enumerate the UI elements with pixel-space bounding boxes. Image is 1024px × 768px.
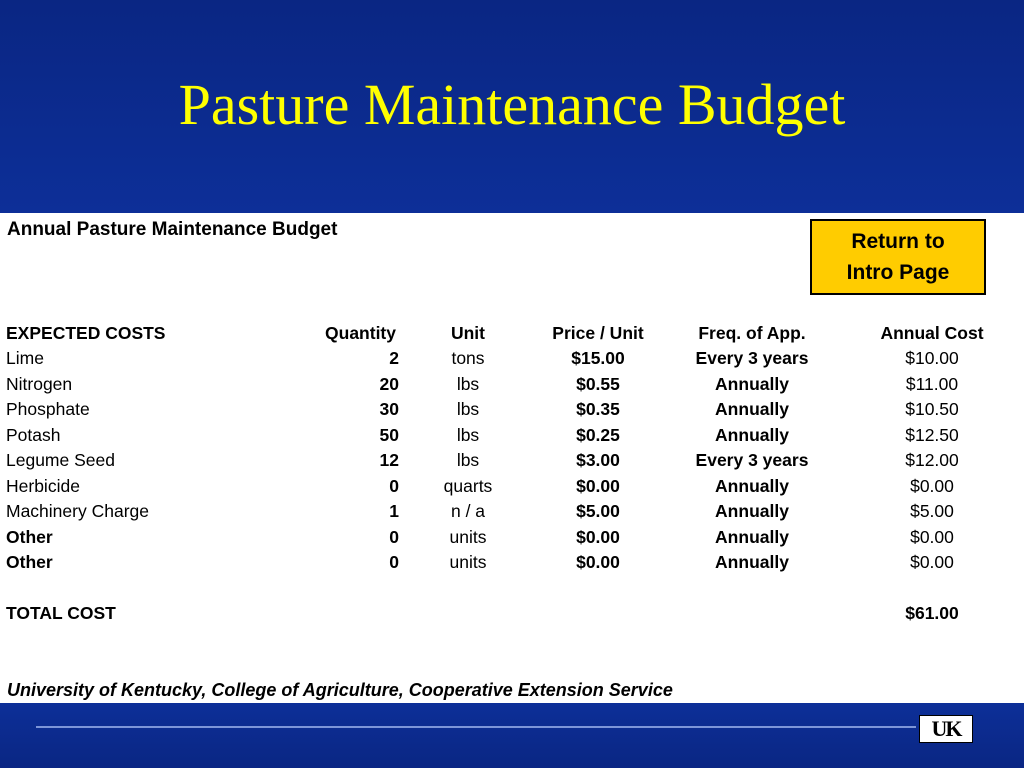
frequency-cell: Annually: [715, 526, 789, 547]
price-per-unit-cell: $0.55: [576, 373, 620, 394]
annual-cost-cell: $10.00: [905, 348, 959, 368]
total-cost: $61.00: [905, 603, 959, 623]
table-row: [0, 423, 1024, 447]
header-annual-cost: Annual Cost: [880, 323, 984, 343]
unit-cell: quarts: [443, 475, 493, 496]
frequency-cell: Annually: [715, 373, 789, 394]
unit-cell: n / a: [450, 501, 486, 521]
header-price: Price / Unit: [552, 323, 644, 343]
quantity-cell: 30: [379, 399, 399, 419]
unit-cell: units: [449, 526, 487, 547]
price-per-unit-cell: $0.25: [576, 424, 620, 445]
footer-credit: University of Kentucky, College of Agriculture, Cooperative Extension Service: [7, 680, 673, 700]
annual-cost-cell: $0.00: [910, 526, 954, 547]
frequency-cell: Every 3 years: [695, 450, 809, 470]
unit-cell: units: [449, 552, 487, 572]
price-per-unit-cell: $0.00: [576, 552, 620, 572]
slide-title: Pasture Maintenance Budget: [178, 72, 846, 137]
table-header-row: [0, 321, 1024, 345]
table-row: [0, 346, 1024, 370]
header-freq: Freq. of App.: [698, 323, 806, 343]
header-expected-costs: EXPECTED COSTS: [6, 323, 166, 343]
annual-cost-cell: $0.00: [910, 552, 954, 572]
frequency-cell: Every 3 years: [695, 348, 809, 368]
item-name-cell: Machinery Charge: [6, 501, 149, 521]
frequency-cell: Annually: [715, 399, 789, 419]
sheet-title: Annual Pasture Maintenance Budget: [7, 219, 338, 240]
return-to-intro-button[interactable]: [810, 219, 986, 295]
quantity-cell: 1: [389, 501, 399, 521]
title-banner: [0, 0, 1024, 213]
table-row: [0, 525, 1024, 549]
table-row: [0, 474, 1024, 498]
unit-cell: lbs: [456, 424, 480, 445]
unit-cell: lbs: [456, 373, 480, 394]
quantity-cell: 20: [379, 373, 399, 394]
header-unit: Unit: [450, 323, 486, 343]
table-row: [0, 397, 1024, 421]
annual-cost-cell: $10.50: [905, 399, 959, 419]
quantity-cell: 50: [379, 424, 399, 445]
bottom-bar: [0, 703, 1024, 768]
table-row: [0, 550, 1024, 574]
quantity-cell: 0: [389, 552, 399, 572]
price-per-unit-cell: $3.00: [576, 450, 620, 470]
price-per-unit-cell: $0.35: [576, 399, 620, 419]
table-row: [0, 372, 1024, 396]
uk-logo: [919, 715, 973, 743]
annual-cost-cell: $5.00: [910, 501, 954, 521]
price-per-unit-cell: $5.00: [576, 501, 620, 521]
item-name-cell: Other: [6, 552, 53, 572]
annual-cost-cell: $11.00: [905, 373, 959, 394]
frequency-cell: Annually: [715, 424, 789, 445]
frequency-cell: Annually: [715, 475, 789, 496]
item-name-cell: Legume Seed: [6, 450, 115, 470]
unit-cell: lbs: [456, 399, 480, 419]
quantity-cell: 0: [389, 526, 399, 547]
quantity-cell: 0: [389, 475, 399, 496]
price-per-unit-cell: $0.00: [576, 526, 620, 547]
item-name-cell: Nitrogen: [6, 373, 73, 394]
annual-cost-cell: $0.00: [910, 475, 954, 496]
frequency-cell: Annually: [715, 552, 789, 572]
quantity-cell: 12: [379, 450, 399, 470]
return-button-label: Return to Intro Page: [846, 230, 950, 284]
unit-cell: lbs: [456, 450, 480, 470]
total-row: [0, 601, 1024, 625]
uk-logo-text: UK: [931, 716, 961, 741]
price-per-unit-cell: $15.00: [571, 348, 625, 368]
item-name-cell: Lime: [6, 348, 44, 368]
table-row: [0, 448, 1024, 472]
item-name-cell: Other: [6, 526, 53, 547]
table-row: [0, 499, 1024, 523]
frequency-cell: Annually: [715, 501, 789, 521]
total-label: TOTAL COST: [6, 603, 116, 623]
header-quantity: Quantity: [325, 323, 396, 343]
quantity-cell: 2: [389, 348, 399, 368]
item-name-cell: Potash: [6, 424, 61, 445]
annual-cost-cell: $12.00: [905, 450, 959, 470]
price-per-unit-cell: $0.00: [576, 475, 620, 496]
unit-cell: tons: [451, 348, 485, 368]
item-name-cell: Herbicide: [6, 475, 80, 496]
divider-line: [36, 726, 916, 728]
item-name-cell: Phosphate: [6, 399, 90, 419]
annual-cost-cell: $12.50: [905, 424, 959, 445]
